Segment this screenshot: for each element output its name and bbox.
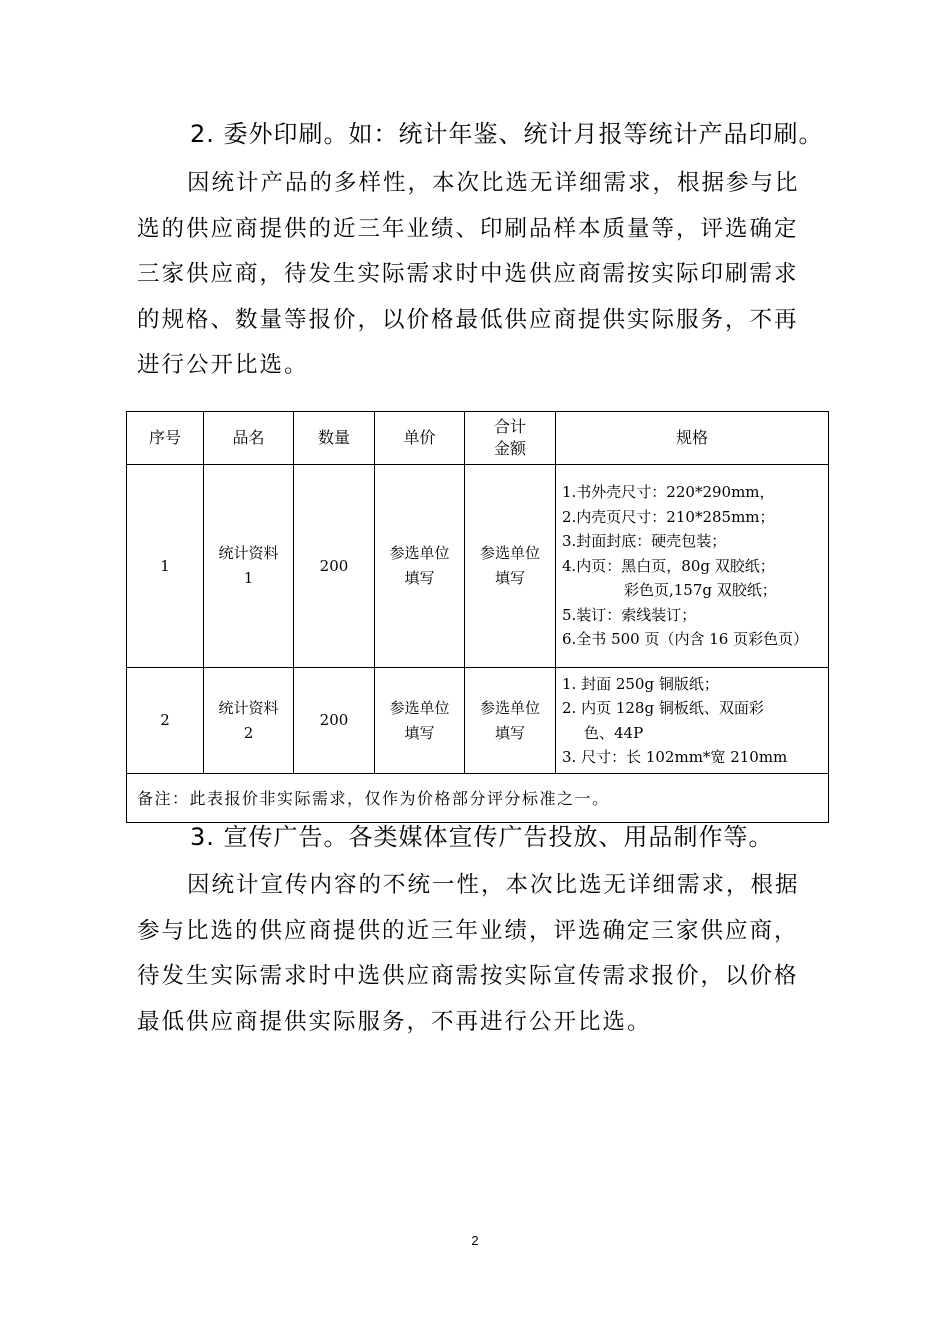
cell-qty: 200: [294, 668, 375, 774]
paragraph-line: 因统计宣传内容的不统一性，本次比选无详细需求，根据: [187, 872, 800, 898]
header-no: 序号: [127, 412, 204, 465]
paragraph-line: 进行公开比选。: [137, 352, 309, 378]
cell-no: 2: [127, 668, 204, 774]
cell-unit-price: [375, 465, 465, 668]
header-total-line1: 合计: [493, 417, 526, 436]
cell-name: [204, 465, 294, 668]
header-total-line2: 金额: [493, 439, 526, 458]
spec-line: 4.内页：黑白页，80g 双胶纸；: [562, 556, 775, 575]
cell-spec: [556, 465, 829, 668]
paragraph-line: 待发生实际需求时中选供应商需按实际宣传需求报价，以价格: [137, 963, 799, 989]
header-unit-price: 单价: [375, 412, 465, 465]
table-note: 备注：此表报价非实际需求，仅作为价格部分评分标准之一。: [127, 774, 829, 823]
paragraph-line: 因统计产品的多样性，本次比选无详细需求，根据参与比: [187, 170, 800, 196]
section-3-heading: 3. 宣传广告。各类媒体宣传广告投放、用品制作等。: [190, 823, 774, 851]
table-note-row: [127, 774, 829, 823]
cell-no: 1: [127, 465, 204, 668]
paragraph-line: 参与比选的供应商提供的近三年业绩，评选确定三家供应商，: [137, 917, 799, 944]
paragraph-line: 三家供应商，待发生实际需求时中选供应商需按实际印刷需求: [137, 261, 799, 287]
cell-name-text: 统计资料 2: [218, 698, 279, 742]
spec-line: 3.封面封底：硬壳包装；: [562, 532, 727, 551]
cell-total-text: 参选单位填写: [479, 698, 540, 742]
table-header-row: [127, 412, 829, 465]
cell-total-text: 参选单位填写: [479, 544, 540, 587]
section-3-paragraph: [137, 863, 827, 1045]
header-qty: 数量: [294, 412, 375, 465]
spec-line: 2.内壳页尺寸：210*285mm；: [562, 507, 775, 526]
paragraph-line: 最低供应商提供实际服务，不再进行公开比选。: [137, 1008, 652, 1035]
section-2-paragraph: [137, 161, 827, 389]
cell-spec: [556, 668, 829, 774]
spec-line: 1. 封面 250g 铜版纸；: [562, 674, 719, 693]
spec-line: 彩色页,157g 双胶纸；: [624, 581, 777, 600]
spec-line: 5.装订：索线装订；: [562, 605, 697, 624]
table-row: [127, 668, 829, 774]
header-total: [465, 412, 556, 465]
spec-line: 3. 尺寸：长 102mm*宽 210mm: [562, 748, 788, 766]
header-name: 品名: [204, 412, 294, 465]
header-spec: 规格: [556, 412, 829, 465]
section-2-heading: 2. 委外印刷。如：统计年鉴、统计月报等统计产品印刷。: [190, 120, 824, 148]
cell-qty: 200: [294, 465, 375, 668]
page-number: 2: [471, 1233, 479, 1248]
paragraph-line: 选的供应商提供的近三年业绩、印刷品样本质量等，评选确定: [137, 215, 799, 242]
table-row: [127, 465, 829, 668]
spec-line: 6.全书 500 页（内含 16 页彩色页）: [562, 630, 809, 649]
paragraph-line: 的规格、数量等报价，以价格最低供应商提供实际服务，不再: [137, 306, 799, 333]
cell-name-text: 统计资料 1: [218, 544, 279, 587]
cell-unit-price-text: 参选单位填写: [389, 544, 450, 587]
cell-unit-price-text: 参选单位填写: [389, 698, 450, 742]
cell-name: [204, 668, 294, 774]
price-quote-table: [126, 411, 829, 823]
cell-unit-price: [375, 668, 465, 774]
spec-line: 1.书外壳尺寸：220*290mm，: [562, 483, 775, 502]
cell-total: [465, 465, 556, 668]
spec-line: 2. 内页 128g 铜板纸、双面彩: [562, 699, 764, 717]
spec-line: 色、44P: [584, 723, 644, 742]
cell-total: [465, 668, 556, 774]
